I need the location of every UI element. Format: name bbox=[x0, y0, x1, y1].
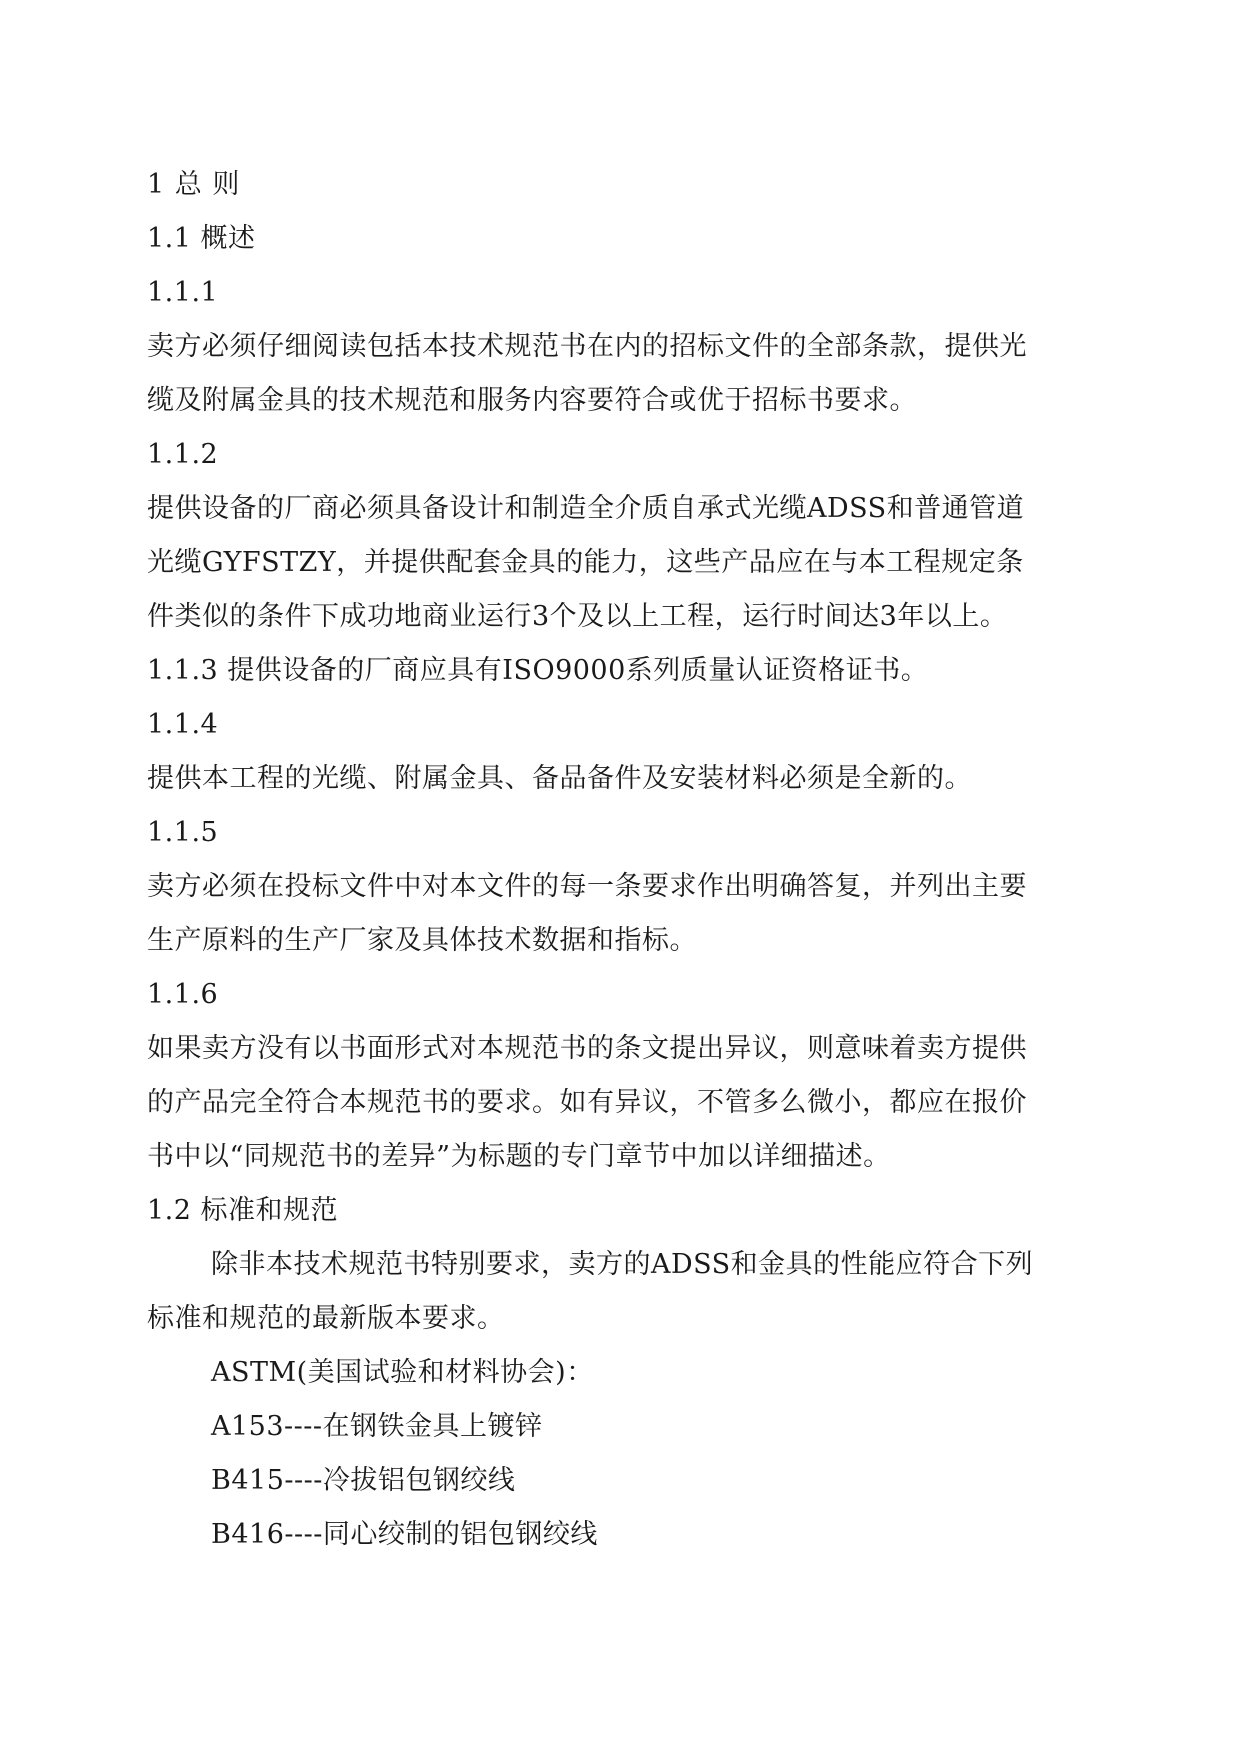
paragraph-line: 书中以“同规范书的差异”为标题的专门章节中加以详细描述。 bbox=[147, 1141, 891, 1172]
clause-1-1-3: 1.1.3 提供设备的厂商应具有ISO9000系列质量认证资格证书。 bbox=[147, 655, 929, 686]
paragraph-line: 件类似的条件下成功地商业运行3个及以上工程，运行时间达3年以上。 bbox=[147, 601, 1008, 632]
paragraph-line: 光缆GYFSTZY，并提供配套金具的能力，这些产品应在与本工程规定条 bbox=[147, 547, 1024, 578]
clause-number-1-1-4: 1.1.4 bbox=[147, 709, 219, 740]
clause-number-1-1-2: 1.1.2 bbox=[147, 439, 219, 470]
paragraph-line: 卖方必须仔细阅读包括本技术规范书在内的招标文件的全部条款，提供光 bbox=[147, 331, 1027, 362]
clause-number-1-1-1: 1.1.1 bbox=[147, 277, 219, 308]
paragraph-line: 的产品完全符合本规范书的要求。如有异议，不管多么微小，都应在报价 bbox=[147, 1087, 1027, 1118]
paragraph-line: 提供设备的厂商必须具备设计和制造全介质自承式光缆ADSS和普通管道 bbox=[147, 493, 1025, 524]
paragraph-line-indented: 除非本技术规范书特别要求，卖方的ADSS和金具的性能应符合下列 bbox=[211, 1249, 1034, 1280]
paragraph-line: 提供本工程的光缆、附属金具、备品备件及安装材料必须是全新的。 bbox=[147, 763, 972, 794]
standard-list-item: B416----同心绞制的铝包钢绞线 bbox=[211, 1519, 598, 1550]
paragraph-line: 生产原料的生产厂家及具体技术数据和指标。 bbox=[147, 925, 697, 956]
clause-number-1-1-5: 1.1.5 bbox=[147, 817, 219, 848]
paragraph-line: 如果卖方没有以书面形式对本规范书的条文提出异议，则意味着卖方提供 bbox=[147, 1033, 1027, 1064]
paragraph-line: 标准和规范的最新版本要求。 bbox=[147, 1303, 505, 1334]
standard-list-heading: ASTM(美国试验和材料协会)： bbox=[211, 1357, 594, 1388]
document-body bbox=[147, 158, 1097, 1562]
paragraph-line: 缆及附属金具的技术规范和服务内容要符合或优于招标书要求。 bbox=[147, 385, 917, 416]
subsection-heading-overview: 1.1 概述 bbox=[147, 223, 256, 254]
standard-list-item: A153----在钢铁金具上镀锌 bbox=[211, 1411, 543, 1442]
subsection-heading-standards: 1.2 标准和规范 bbox=[147, 1195, 339, 1226]
paragraph-line: 卖方必须在投标文件中对本文件的每一条要求作出明确答复，并列出主要 bbox=[147, 871, 1027, 902]
section-heading-general: 1 总 则 bbox=[147, 169, 241, 200]
clause-number-1-1-6: 1.1.6 bbox=[147, 979, 219, 1010]
standard-list-item: B415----冷拔铝包钢绞线 bbox=[211, 1465, 516, 1496]
